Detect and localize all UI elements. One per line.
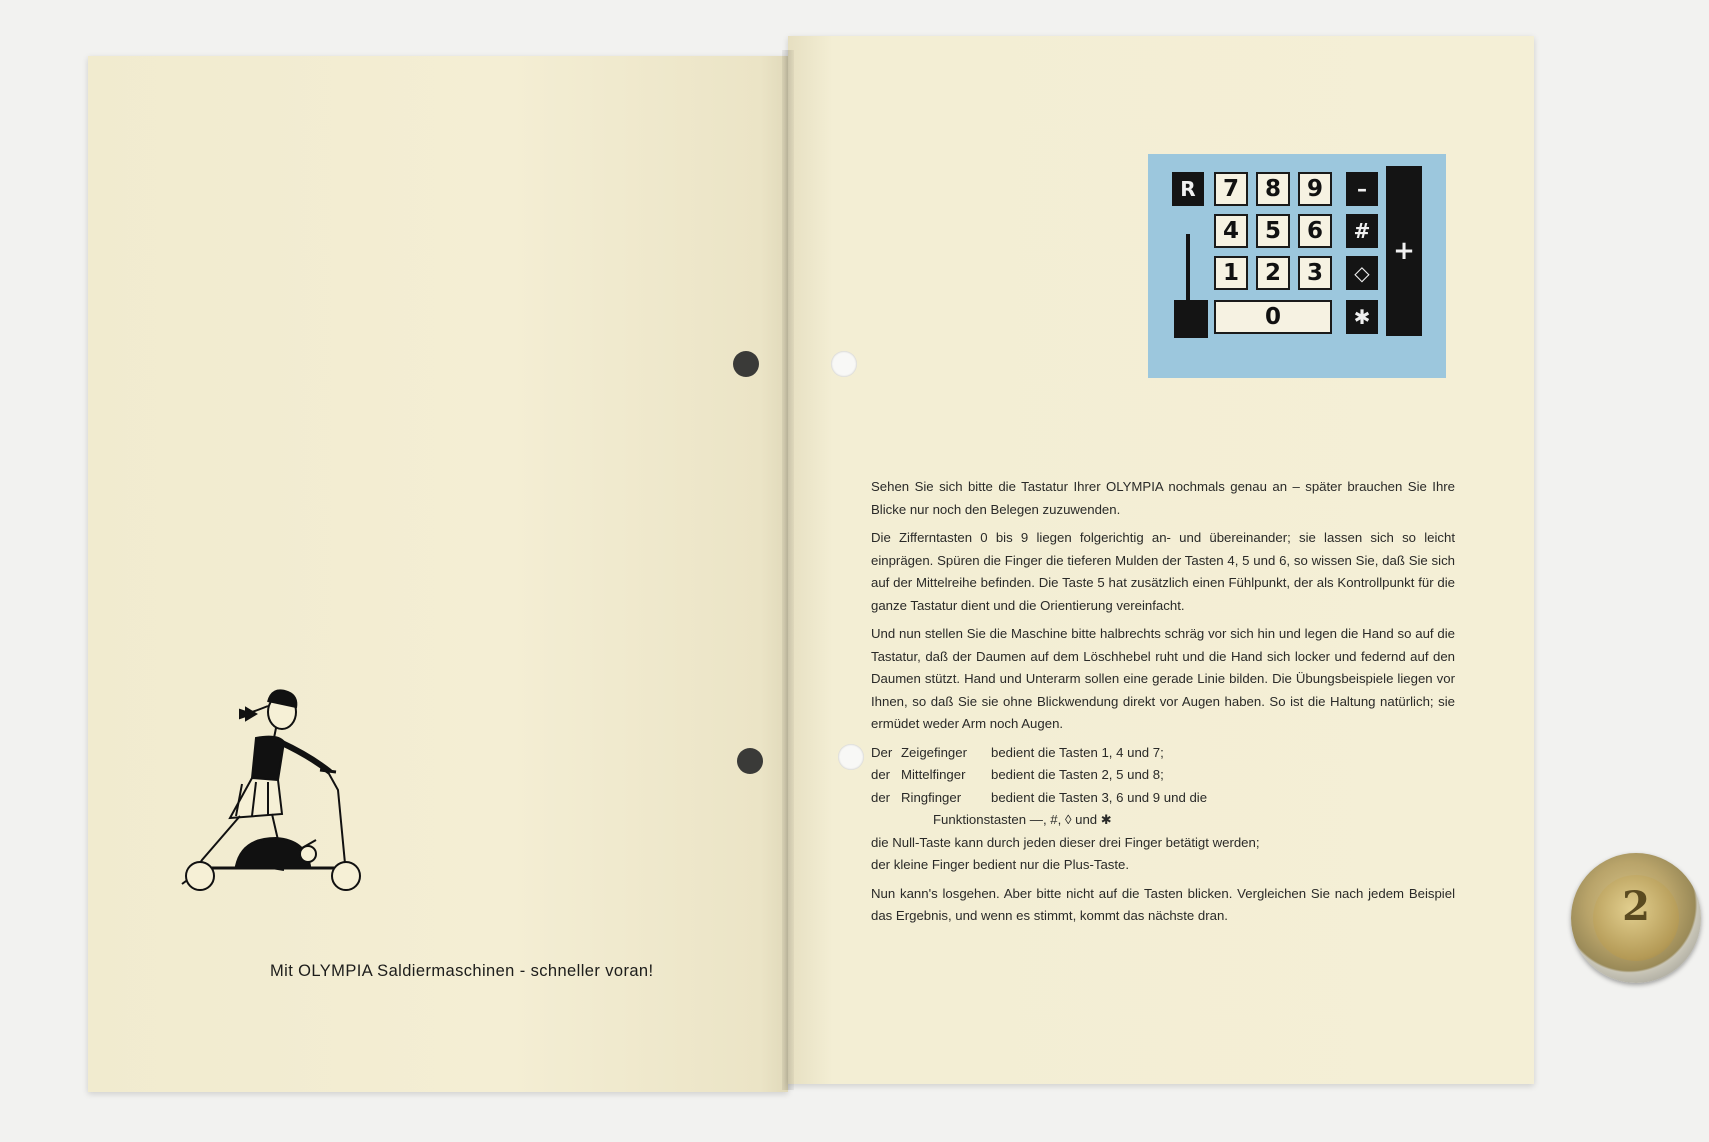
finger-assignment-list <box>871 742 1455 877</box>
function-keys-line: Funktionstasten —, #, ◊ und ✱ <box>933 812 1112 827</box>
book-spine <box>782 50 794 1090</box>
keyboard-diagram <box>1148 154 1446 378</box>
key-5: 5 <box>1256 214 1290 248</box>
key-diamond: ◇ <box>1346 256 1378 290</box>
paragraph: Und nun stellen Sie die Maschine bitte halbrechts schräg vor sich hin und legen die Hand so auf die Tastatur, daß der Daumen auf dem Löschhebel ruht und die Hand sich locker und federnd auf den Daumen stützt. Hand und Unterarm sollen eine gerade Linie bilden. Die Übungsbeispiele liegen vor Ihnen, so daß Sie sie ohne Blickwendung direkt vor Augen haben. So ist die Haltung natürlich; sie ermüdet weder Arm noch Augen. <box>871 626 1455 731</box>
two-euro-coin <box>1571 853 1701 983</box>
clear-lever <box>1174 300 1208 338</box>
finger-row: der Mittelfinger bedient die Tasten 2, 5 und 8; <box>871 767 1164 782</box>
key-1: 1 <box>1214 256 1248 290</box>
punch-hole <box>737 748 763 774</box>
finger-row: der Ringfinger bedient die Tasten 3, 6 und 9 und die <box>871 789 1208 805</box>
coin-label: 2 <box>1622 883 1650 930</box>
clear-lever-shaft <box>1186 234 1190 304</box>
key-plus: + <box>1386 166 1422 336</box>
null-key-line: die Null-Taste kann durch jeden dieser drei Finger betätigt werden; <box>871 834 1260 850</box>
instructions-text <box>871 476 1455 934</box>
key-star: ✱ <box>1346 300 1378 334</box>
paragraph: Die Zifferntasten 0 bis 9 liegen folgerichtig an- und übereinander; sie lassen sich so leicht einprägen. Spüren die Finger die tieferen Mulden der Tasten 4, 5 und 6, so wissen Sie, daß Sie sich auf der Mittelreihe befinden. Die Taste 5 hat zusätzlich einen Fühlpunkt, der als Kontrollpunkt für die ganze Tastatur dient und die Orientierung vereinfacht. <box>871 530 1455 613</box>
punch-hole <box>831 351 857 377</box>
key-2: 2 <box>1256 256 1290 290</box>
key-hash: # <box>1346 214 1378 248</box>
closing-paragraph: Nun kann's losgehen. Aber bitte nicht auf die Tasten blicken. Vergleichen Sie nach jedem Beispiel das Ergebnis, und wenn es stimmt, kommt das nächste dran. <box>871 885 1455 923</box>
paragraph: Sehen Sie sich bitte die Tastatur Ihrer OLYMPIA nochmals genau an – später brauchen Sie Ihre Blicke nur noch den Belegen zuzuwenden. <box>871 479 1455 517</box>
key-3: 3 <box>1298 256 1332 290</box>
key-minus: – <box>1346 172 1378 206</box>
punch-hole <box>733 351 759 377</box>
key-8: 8 <box>1256 172 1290 206</box>
key-7: 7 <box>1214 172 1248 206</box>
key-6: 6 <box>1298 214 1332 248</box>
key-r: R <box>1172 172 1204 206</box>
key-9: 9 <box>1298 172 1332 206</box>
slogan: Mit OLYMPIA Saldiermaschinen - schneller voran! <box>270 962 654 980</box>
girl-on-scooter-illustration <box>160 680 390 940</box>
key-4: 4 <box>1214 214 1248 248</box>
finger-row: Der Zeigefinger bedient die Tasten 1, 4 und 7; <box>871 744 1164 760</box>
punch-hole <box>838 744 864 770</box>
little-finger-line: der kleine Finger bedient nur die Plus-Taste. <box>871 857 1130 872</box>
key-0: 0 <box>1214 300 1332 334</box>
